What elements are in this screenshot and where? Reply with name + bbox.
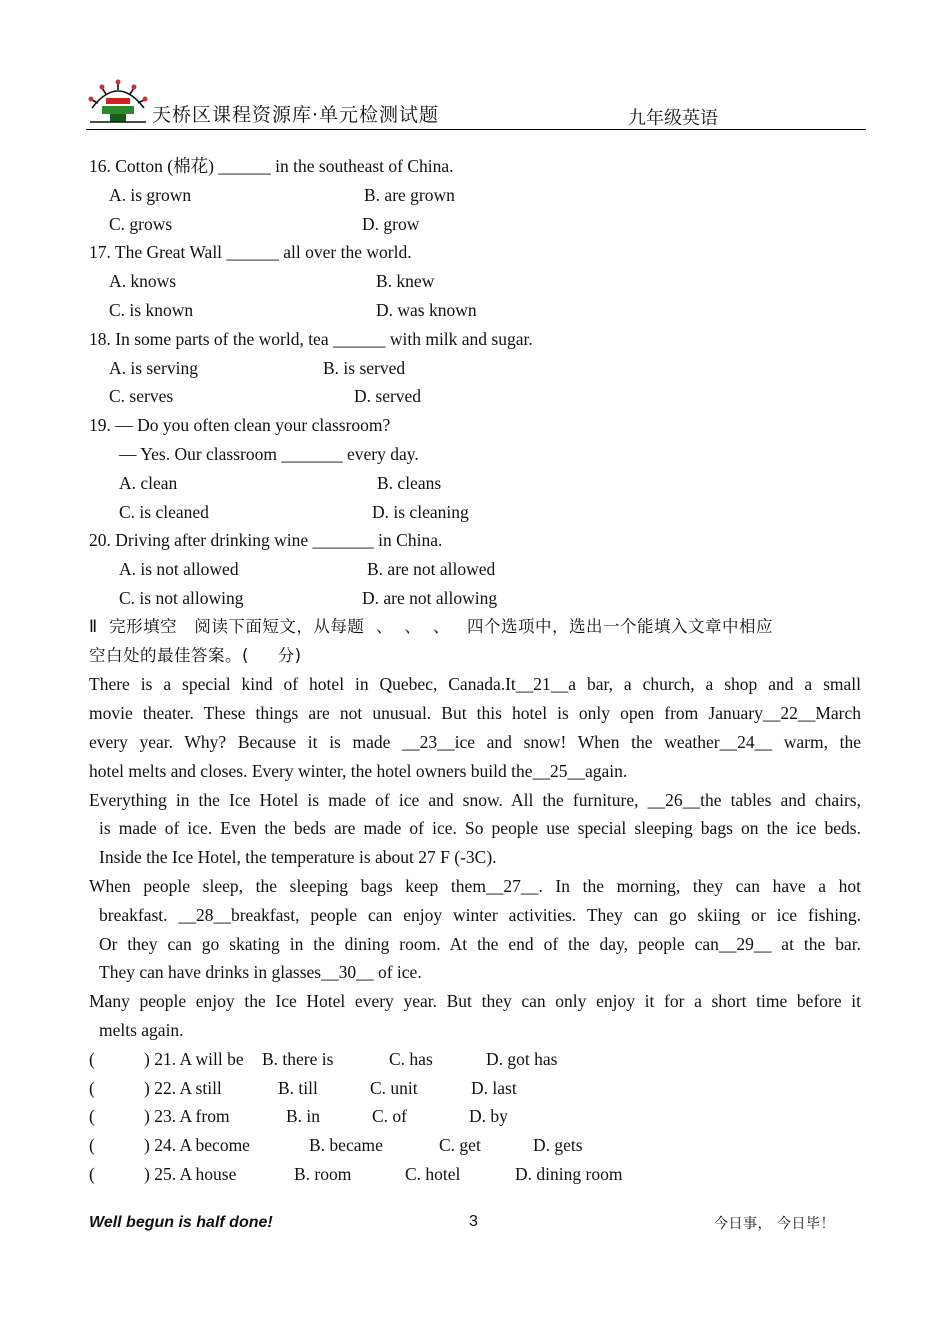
option-row [89, 555, 861, 584]
option-b: B. are grown [364, 184, 455, 205]
footer-motto: Well begun is half done! [89, 1214, 273, 1231]
passage-line: hotel melts and closes. Every winter, the hotel owners build the__25__again. [89, 760, 628, 781]
passage-line: melts again. [99, 1019, 184, 1040]
option-d: D. are not allowing [362, 587, 498, 608]
option-a: A. is serving [109, 357, 198, 378]
page-number: 3 [469, 1213, 478, 1230]
option-b: B. are not allowed [367, 559, 496, 580]
answer-option-b: B. there is [262, 1048, 334, 1069]
passage-paragraph [89, 786, 861, 872]
question-stem: 20. Driving after drinking wine _______ in China. [89, 530, 443, 551]
option-row [89, 354, 861, 383]
passage-line: When people sleep, the sleeping bags keep them__27__. In the morning, they can have a hot [89, 875, 861, 896]
option-c: C. is cleaned [119, 501, 209, 522]
header-subject: 九年级英语 [628, 108, 718, 129]
answer-option-d: D. last [471, 1077, 517, 1098]
answer-option-d: D. gets [533, 1135, 583, 1156]
section-title: Ⅱ 完形填空 阅读下面短文，从每题 、 、 、 四个选项中，选出一个能填入文章中相应 [89, 616, 774, 636]
header-divider [86, 129, 866, 130]
option-d: D. grow [362, 213, 420, 234]
option-a: A. knows [109, 271, 177, 292]
option-b: B. knew [376, 271, 435, 292]
answer-option-c: C. unit [370, 1077, 418, 1098]
passage-line: is made of ice. Even the beds are made of ice. So people use special sleeping bags on the ice beds. [99, 818, 861, 839]
answer-blank[interactable]: ( [89, 1106, 95, 1127]
option-c: C. grows [109, 213, 173, 234]
question-stem: 16. Cotton (棉花) ______ in the southeast of China. [89, 156, 454, 176]
passage-line: They can have drinks in glasses__30__ of ice. [99, 962, 422, 983]
answer-option-a: ) 22. A still [144, 1077, 222, 1098]
school-logo-icon [86, 78, 150, 128]
option-row [89, 210, 861, 239]
option-row [89, 382, 861, 411]
answer-option-a: ) 25. A house [144, 1163, 237, 1184]
passage-line: Inside the Ice Hotel, the temperature is about 27 F (-3C). [99, 847, 497, 868]
answer-option-d: D. dining room [515, 1163, 623, 1184]
option-row [89, 469, 861, 498]
page-header [86, 78, 866, 132]
answer-option-b: B. in [286, 1106, 321, 1127]
option-c: C. is not allowing [119, 587, 244, 608]
answer-blank[interactable]: ( [89, 1048, 95, 1069]
question-stem: 17. The Great Wall ______ all over the world. [89, 242, 412, 263]
question-stem: 19. — Do you often clean your classroom? [89, 415, 391, 436]
answer-option-c: C. hotel [405, 1163, 461, 1184]
answer-option-b: B. till [278, 1077, 318, 1098]
passage-line: movie theater. These things are not unusual. But this hotel is only open from January__22__March [89, 703, 861, 724]
option-d: D. is cleaning [372, 501, 469, 522]
option-c: C. is known [109, 299, 194, 320]
option-b: B. is served [323, 357, 406, 378]
answer-row [89, 1131, 861, 1160]
answer-option-b: B. became [309, 1135, 383, 1156]
exam-content [89, 152, 861, 1189]
section-title-continued: 空白处的最佳答案。( 分) [89, 645, 302, 665]
passage-line: every year. Why? Because it is made __23__ice and snow! When the weather__24__ warm, the [89, 731, 861, 752]
passage-paragraph [89, 872, 861, 987]
option-row [89, 267, 861, 296]
answer-option-d: D. by [469, 1106, 508, 1127]
answer-option-a: ) 24. A become [144, 1135, 250, 1156]
passage-line: breakfast. __28__breakfast, people can enjoy winter activities. They can go skiing or ice fishing. [99, 904, 861, 925]
answer-blank[interactable]: ( [89, 1077, 95, 1098]
option-row [89, 498, 861, 527]
header-title: 天桥区课程资源库·单元检测试题 [152, 104, 440, 126]
option-b: B. cleans [377, 472, 442, 493]
option-row [89, 584, 861, 613]
passage-line: Many people enjoy the Ice Hotel every year. But they can only enjoy it for a short time before it [89, 991, 861, 1012]
option-a: A. is grown [109, 184, 192, 205]
answer-row [89, 1102, 861, 1131]
answer-option-a: ) 23. A from [144, 1106, 230, 1127]
passage-line: Everything in the Ice Hotel is made of ice and snow. All the furniture, __26__the tables and chairs, [89, 789, 861, 810]
answer-blank[interactable]: ( [89, 1135, 95, 1156]
answer-row [89, 1045, 861, 1074]
passage-line: There is a special kind of hotel in Quebec, Canada.It__21__a bar, a church, a shop and a small [89, 674, 861, 695]
answer-blank[interactable]: ( [89, 1163, 95, 1184]
answer-option-c: C. of [372, 1106, 407, 1127]
passage-paragraph [89, 670, 861, 785]
option-row [89, 181, 861, 210]
answer-option-c: C. has [389, 1048, 433, 1069]
option-row [89, 296, 861, 325]
passage-paragraph [89, 987, 861, 1045]
answer-option-c: C. get [439, 1135, 481, 1156]
option-c: C. serves [109, 386, 174, 407]
option-d: D. was known [376, 299, 477, 320]
question-stem: 18. In some parts of the world, tea ______ with milk and sugar. [89, 328, 533, 349]
answer-option-a: ) 21. A will be [144, 1048, 244, 1069]
question-stem-reply: — Yes. Our classroom _______ every day. [119, 443, 419, 464]
answer-option-d: D. got has [486, 1048, 558, 1069]
footer-slogan: 今日事， 今日毕！ [714, 1216, 835, 1232]
answer-row [89, 1074, 861, 1103]
answer-row [89, 1160, 861, 1189]
option-d: D. served [354, 386, 422, 407]
option-a: A. is not allowed [119, 559, 239, 580]
passage-line: Or they can go skating in the dining room. At the end of the day, people can__29__ at the bar. [99, 933, 861, 954]
option-a: A. clean [119, 472, 178, 493]
answer-option-b: B. room [294, 1163, 352, 1184]
